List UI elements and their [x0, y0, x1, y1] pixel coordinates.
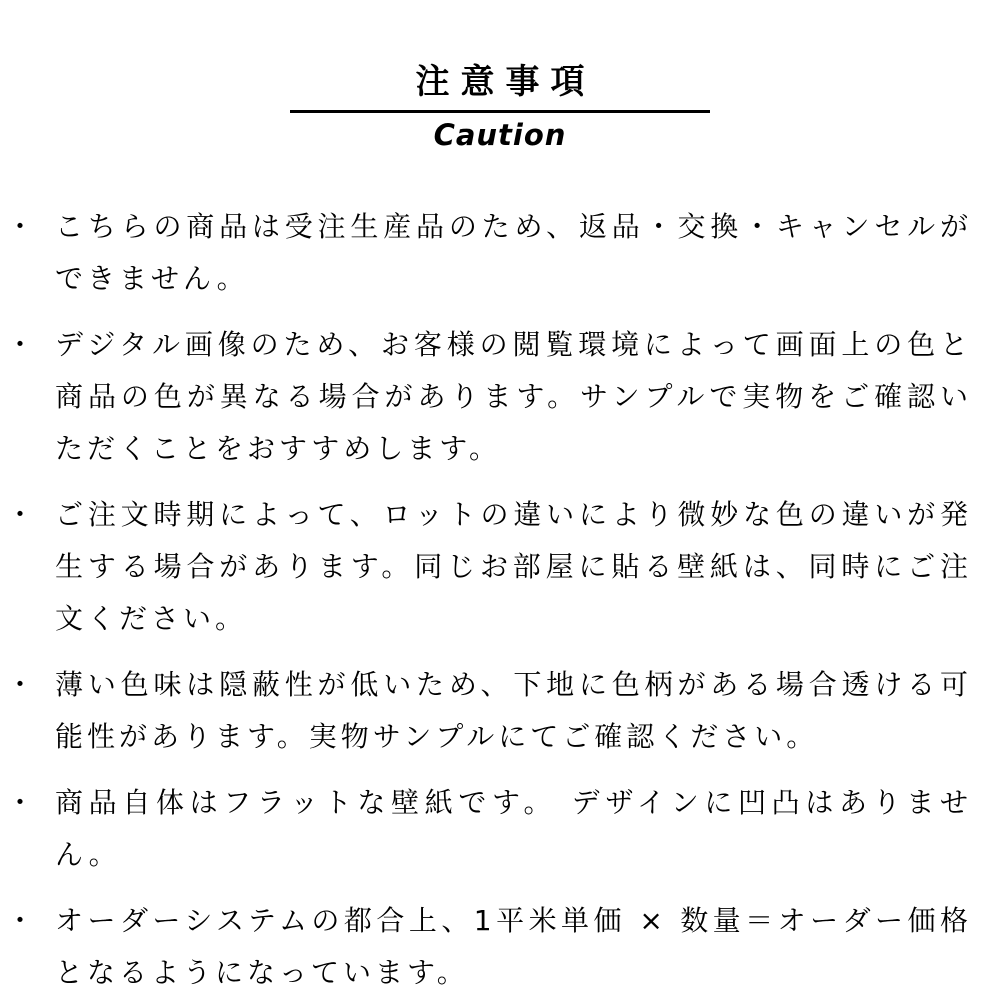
caution-text: 薄い色味は隠蔽性が低いため、下地に色柄がある場合透ける可能性があります。実物サンプルにてご確認ください。: [55, 668, 972, 754]
bullet-icon: ・: [6, 668, 39, 702]
bullet-icon: ・: [6, 786, 39, 820]
bullet-icon: ・: [6, 328, 39, 362]
bullet-icon: ・: [6, 210, 39, 244]
bullet-icon: ・: [6, 498, 39, 532]
caution-item: [6, 201, 972, 305]
caution-text: ご注文時期によって、ロットの違いにより微妙な色の違いが発生する場合があります。同じお部屋に貼る壁紙は、同時にご注文ください。: [55, 498, 972, 636]
title-divider: [290, 110, 710, 113]
caution-item: [6, 895, 972, 999]
caution-text: デジタル画像のため、お客様の閲覧環境によって画面上の色と商品の色が異なる場合があります。サンプルで実物をご確認いただくことをおすすめします。: [55, 328, 972, 466]
caution-text: こちらの商品は受注生産品のため、返品・交換・キャンセルができません。: [55, 210, 972, 296]
bullet-icon: ・: [6, 904, 39, 938]
caution-item: [6, 777, 972, 881]
caution-text: オーダーシステムの都合上、1平米単価 × 数量＝オーダー価格となるようになっています。: [55, 904, 972, 990]
caution-item: [6, 319, 972, 475]
caution-text: 商品自体はフラットな壁紙です。 デザインに凹凸はありません。: [55, 786, 972, 872]
page-title: 注意事項: [415, 62, 596, 102]
caution-item: [6, 489, 972, 645]
caution-item: [6, 659, 972, 763]
caution-list: [0, 201, 1000, 999]
page-subtitle: Caution: [433, 118, 567, 153]
page-header: [0, 0, 1000, 152]
